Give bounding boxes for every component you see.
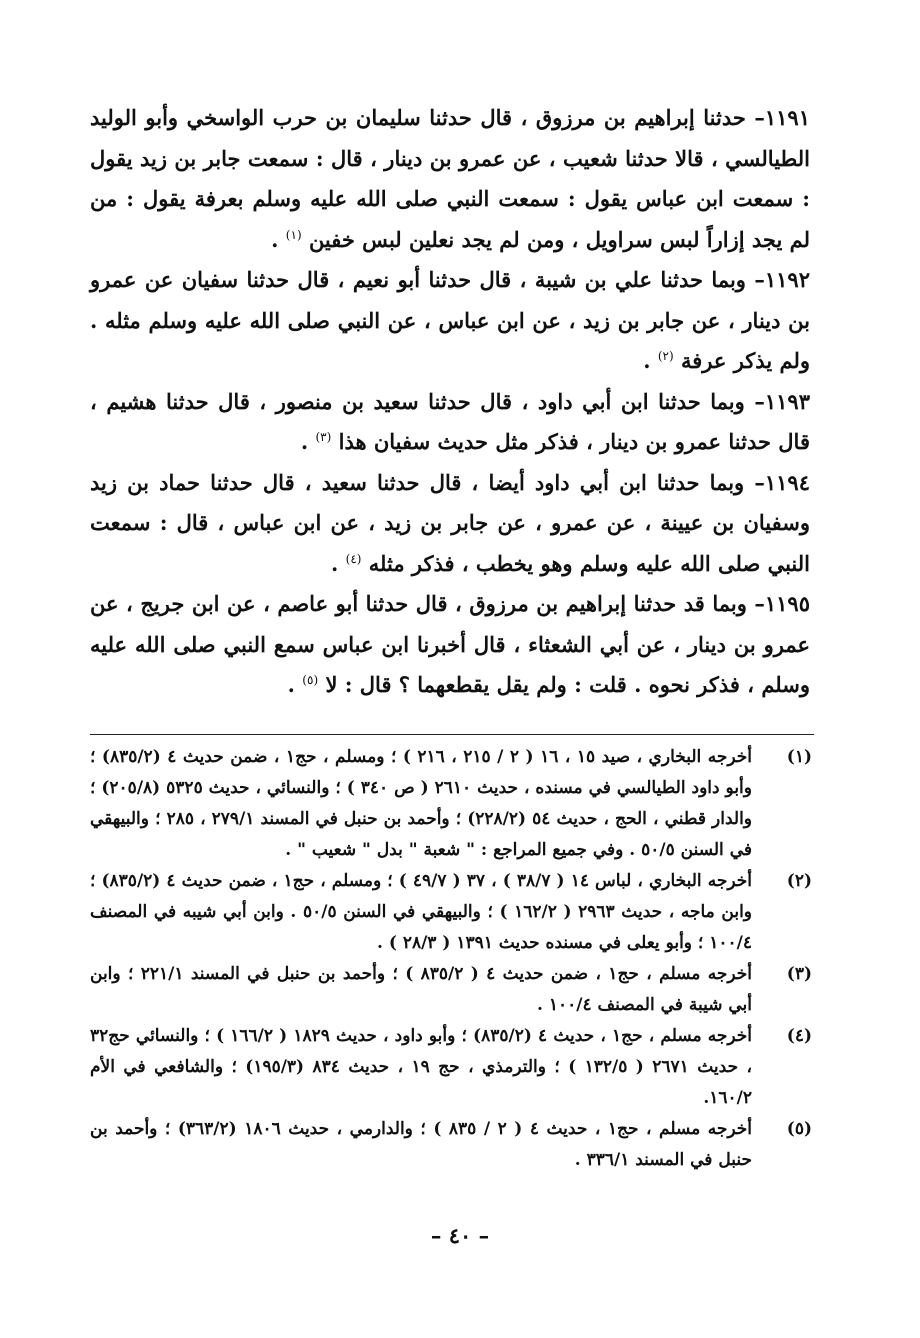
footnote-3: [90, 959, 812, 1021]
footnote-ref: (٣): [315, 430, 332, 444]
footnote-number: (٥): [786, 1119, 812, 1139]
footnote-4: [90, 1021, 812, 1114]
hadith-1195: [90, 584, 810, 706]
hadith-text: – وبما حدثنا ابن أبي داود أيضا ، قال حدثنا سعيد ، قال حدثنا حماد بن زيد وسفيان بن عيينة ، عن عمرو ، عن جابر بن زيد ، عن ابن عباس ، قال : سمعت النبي صلى الله عليه وسلم وهو يخطب ، فذكر مثله: [90, 469, 810, 576]
footnote-number: (٢): [786, 871, 812, 891]
footnote-text: أخرجه مسلم ، حج١ ، ضمن حديث ٤ ( ٨٣٥/٢ ) ؛ وأحمد بن حنبل في المسند ٢٢١/١ ؛ وابن أبي شيبة في المصنف ١٠٠/٤ .: [90, 964, 752, 1015]
hadith-end: .: [643, 348, 658, 373]
hadith-text-body: [90, 98, 810, 706]
footnote-ref: (٥): [302, 673, 319, 687]
hadith-end: .: [331, 550, 346, 576]
hadith-1194: [90, 463, 810, 585]
footnote-text: أخرجه البخاري ، صيد ١٥ ، ١٦ ( ٢ / ٢١٥ ، ٢١٦ ) ؛ ومسلم ، حج١ ، ضمن حديث ٤ (٨٣٥/٢) ؛ وأبو داود الطيالسي في مسنده ، حديث ٢٦١٠ ( ص ٣٤٠ ) ؛ والنسائي ، حديث ٥٣٢٥ (٢٠٥/٨) ؛ والدار قطني ، الحج ، حديث ٥٤ (٢٢٨/٢) ؛ وأحمد بن حنبل في المسند ٢٧٩/١ ، ٢٨٥ ؛ والبيهقي في السنن ٥٠/٥ . وفي جميع المراجع : " شعبة " بدل " شعيب " .: [90, 747, 753, 860]
footnote-text: أخرجه مسلم ، حج١ ، حديث ٤ (٨٣٥/٢) ؛ وأبو داود ، حديث ١٨٢٩ ( ١٦٦/٢ ) ؛ والنسائي حج٣٢ ، حديث ٢٦٧١ ( ١٣٢/٥ ) ؛ والترمذي ، حج ١٩ ، حديث ٨٣٤ (١٩٥/٣) ؛ والشافعي في الأم ١٦٠/٢.: [90, 1026, 752, 1108]
hadith-number: ١١٩٥: [764, 591, 810, 616]
footnote-separator: [90, 734, 814, 735]
footnote-1: [90, 742, 812, 866]
footnotes-section: [90, 742, 812, 1176]
footnote-number: (١): [786, 747, 812, 767]
hadith-text: – وبما حدثنا علي بن شيبة ، قال حدثنا أبو نعيم ، قال حدثنا سفيان عن عمرو بن دينار ، عن جابر بن زيد ، عن ابن عباس ، عن النبي صلى الله عليه وسلم مثله . ولم يذكر عرفة: [90, 267, 810, 373]
hadith-text: – وبما قد حدثنا إبراهيم بن مرزوق ، قال حدثنا أبو عاصم ، عن ابن جريج ، عن عمرو بن دينار ، عن أبي الشعثاء ، قال أخبرنا ابن عباس سمع النبي صلى الله عليه وسلم ، فذكر نحوه . قلت : ولم يقل يقطعهما ؟ قال : لا: [90, 591, 810, 697]
hadith-1193: [90, 382, 810, 463]
hadith-text: – حدثنا إبراهيم بن مرزوق ، قال حدثنا سليمان بن حرب الواسخي وأبو الوليد الطيالسي ، قالا حدثنا شعيب ، عن عمرو بن دينار ، قال : سمعت جابر بن زيد يقول : سمعت ابن عباس يقول : سمعت النبي صلى الله عليه وسلم بعرفة يقول : من لم يجد إزاراً لبس سراويل ، ومن لم يجد نعلين لبس خفين: [90, 105, 810, 252]
footnote-ref: (٢): [657, 349, 674, 363]
hadith-number: ١١٩١: [764, 105, 810, 130]
hadith-number: ١١٩٣: [764, 388, 810, 414]
hadith-number: ١١٩٤: [764, 469, 810, 495]
footnote-text: أخرجه البخاري ، لباس ١٤ ( ٣٨/٧ ) ، ٣٧ ( ٤٩/٧ ) ؛ ومسلم ، حج١ ، ضمن حديث ٤ (٨٣٥/٢) ؛ وابن ماجه ، حديث ٢٩٦٣ ( ١٦٢/٢ ) ؛ والبيهقي في السنن ٥٠/٥ . وابن أبي شيبه في المصنف ١٠٠/٤ ؛ وأبو يعلى في مسنده حديث ١٣٩١ ( ٢٨/٣ ) .: [90, 871, 753, 953]
hadith-end: .: [287, 672, 303, 697]
hadith-number: ١١٩٢: [764, 267, 810, 292]
footnote-number: (٣): [786, 964, 812, 984]
footnote-text: أخرجه مسلم ، حج١ ، حديث ٤ ( ٢ / ٨٣٥ ) ؛ والدارمي ، حديث ١٨٠٦ (٣٦٣/٢) ؛ وأحمد بن حنبل في المسند ٣٣٦/١ .: [90, 1119, 753, 1170]
footnote-ref: (٤): [345, 551, 362, 566]
footnote-ref: (١): [285, 227, 302, 242]
page-number: – ٤٠ –: [430, 1223, 490, 1248]
footnote-5: [90, 1114, 812, 1176]
hadith-end: .: [271, 226, 286, 252]
hadith-text: – وبما حدثنا ابن أبي داود ، قال حدثنا سعيد بن منصور ، قال حدثنا هشيم ، قال حدثنا عمرو بن دينار ، فذكر مثل حديث سفيان هذا: [90, 388, 810, 454]
footnote-number: (٤): [786, 1026, 812, 1046]
hadith-1192: [90, 260, 810, 382]
hadith-1191: [90, 98, 810, 260]
hadith-end: .: [300, 429, 316, 454]
footnote-2: [90, 866, 812, 959]
